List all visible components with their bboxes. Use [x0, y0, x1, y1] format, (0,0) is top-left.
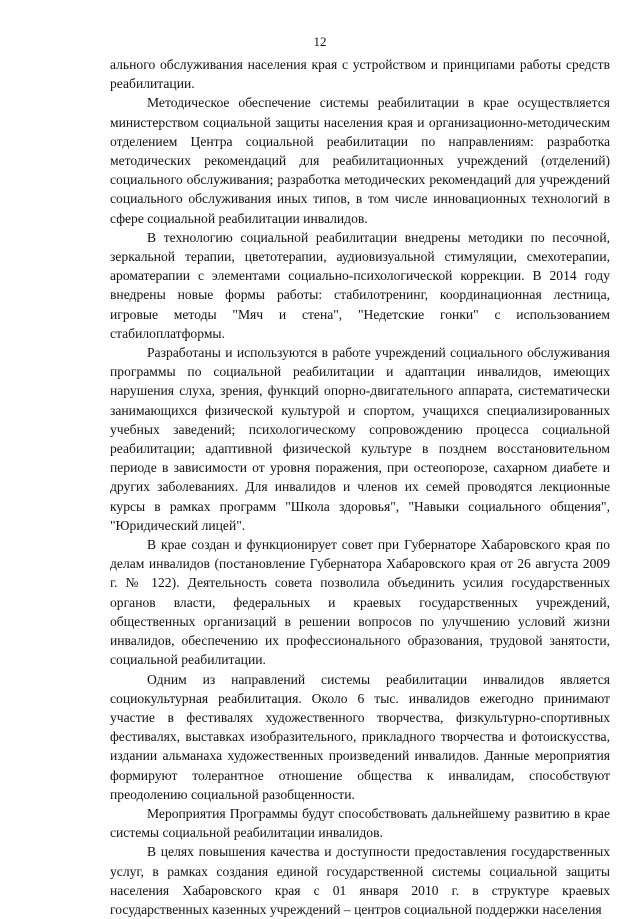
paragraph-methodical-support: Методическое обеспечение системы реабилитации в крае осуществляется министерством социальной защиты населения края и организационно-методическим отделением Центра социальной реабилитации по направлениям: разработка методических рекомендаций для реабилитационных учреждений (отделений) социального обслуживания; разработка методических рекомендаций для учреждений социального обслуживания иных типов, в том числе инновационных технологий в сфере социальной реабилитации инвалидов.	[110, 95, 610, 226]
paragraph-governor-council: В крае создан и функционирует совет при Губернаторе Хабаровского края по делам инвалидов (постановление Губернатора Хабаровского края от 26 августа 2009 г. № 122). Деятельность совета позволила объединить усилия государственных органов власти, федеральных и краевых государственных учреждений, общественных организаций в решении вопросов по улучшению условий жизни инвалидов, обеспечению их профессионального образования, трудовой занятости, социальной реабилитации.	[110, 537, 610, 668]
paragraph-sociocultural-rehabilitation: Одним из направлений системы реабилитации инвалидов является социокультурная реабилитация. Около 6 тыс. инвалидов ежегодно принимают участие в фестивалях художественного творчества, физкультурно-спортивных фестивалях, выставках изобразительного, прикладного творчества и фотоискусства, издании альманаха художественных произведений инвалидов. Данные мероприятия формируют толерантное отношение общества к инвалидам, способствуют преодолению социальной разобщенности.	[110, 671, 610, 802]
paragraph-rehabilitation-programs: Разработаны и используются в работе учреждений социального обслуживания программы по социальной реабилитации и адаптации инвалидов, имеющих нарушения слуха, зрения, функций опорно-двигательного аппарата, систематически занимающихся физической культурой и спортом, учащихся специализированных учебных заведений; психологическому сопровождению процесса социальной реабилитации; адаптивной физической культуре в позднем восстановительном периоде в зависимости от уровня поражения, при остеопорозе, сахарном диабете и других заболеваниях. Для инвалидов и членов их семей проводятся лекционные курсы в рамках программ "Школа здоровья", "Навыки социального общения", "Юридический лицей".	[110, 345, 610, 533]
paragraph-service-quality: В целях повышения качества и доступности предоставления государственных услуг, в рамках создания единой государственной системы социальной защиты населения Хабаровского края с 01 января 2010 г. в структуре краевых государственных казенных учреждений – центров социальной поддержки населения	[110, 844, 610, 917]
paragraph-program-events: Мероприятия Программы будут способствовать дальнейшему развитию в крае системы социальной реабилитации инвалидов.	[110, 805, 610, 841]
paragraph-continuation: ального обслуживания населения края с устройством и принципами работы средств реабилитации.	[110, 57, 610, 92]
paragraph-rehabilitation-technologies: В технологию социальной реабилитации внедрены методики по песочной, зеркальной терапии, цветотерапии, аудиовизуальной стимуляции, смехотерапии, ароматерапии с элементами социально-психологической коррекции. В 2014 году внедрены новые формы работы: стабилотренинг, координационная лестница, игровые методы "Мяч и стена", "Недетские гонки" с использованием стабилоплатформы.	[110, 229, 610, 341]
page-number: 12	[313, 34, 327, 49]
document-body	[110, 55, 610, 919]
